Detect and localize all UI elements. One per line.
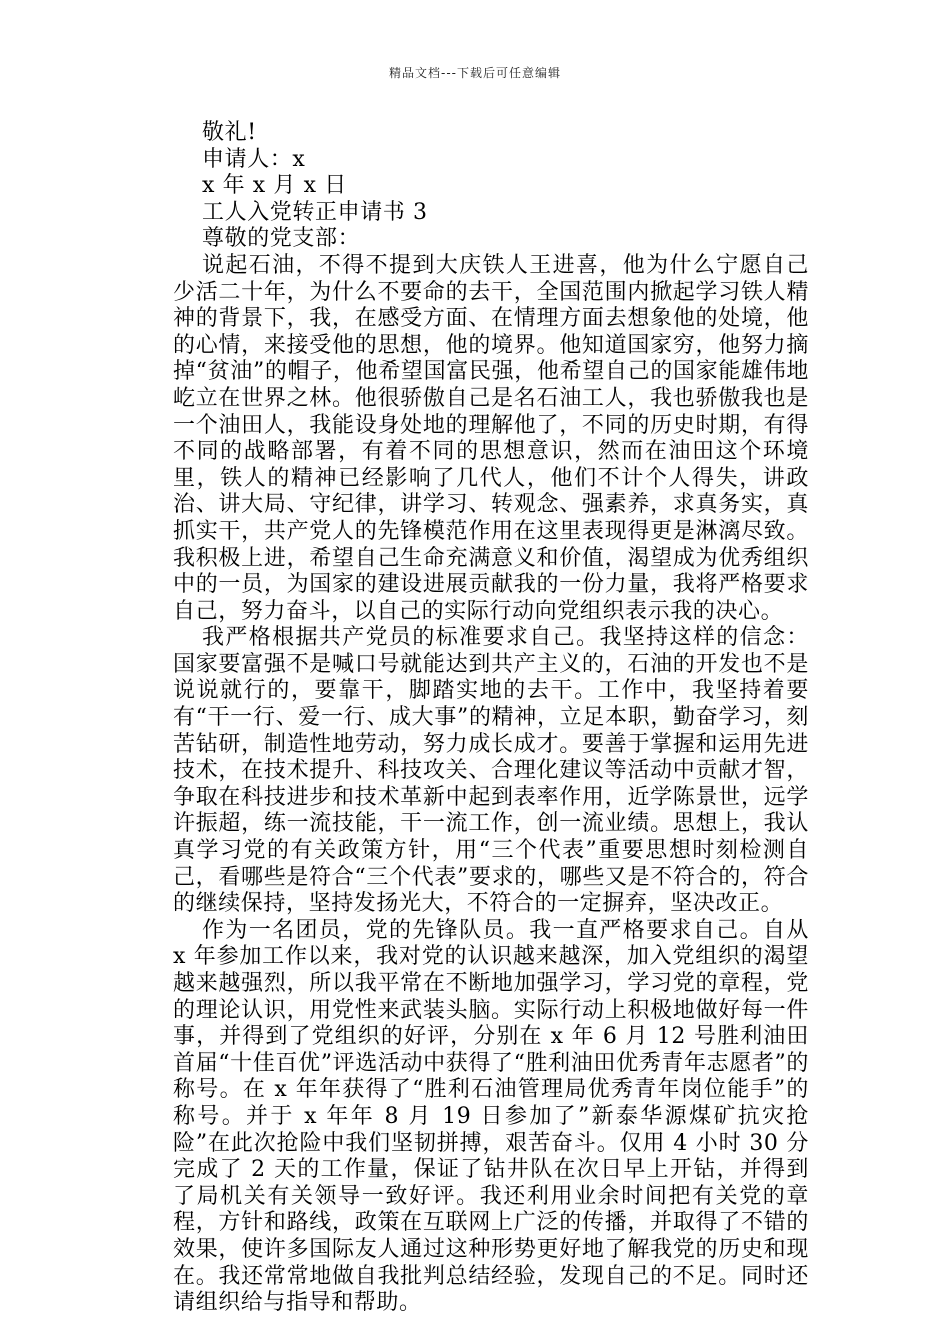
greeting-line: 尊敬的党支部： [202, 226, 361, 252]
document-title: 工人入党转正申请书 3 [202, 199, 428, 225]
body-paragraph-3: 作为一名团员，党的先锋队员。我一直严格要求自己。自从 x 年参加工作以来，我对党的认识越来越深，加入党组织的渴望越来越强烈，所以我平常在不断地加强学习，学习党的章程，党的理论认识，用党性来武装头脑。实际行动上积极地做好每一件事，并得到了党组织的好评，分别在 x 年 6 月 12 号胜利油田首届“十佳百优”评选活动中获得了“胜利油田优秀青年志愿者”的称号。在 x 年年获得了“胜利石油管理局优秀青年岗位能手”的称号。并于 x 年年 8 月 19 日参加了”新泰华源煤矿抗灾抢险”在此次抢险中我们坚韧拼搏，艰苦奋斗。仅用 4 小时 30 分完成了 2 天的工作量，保证了钻井队在次日早上开钻，并得到了局机关有关领导一致好评。我还利用业余时间把有关党的章程，方针和路线，政策在互联网上广泛的传播，并取得了不错的效果，使许多国际友人通过这种形势更好地了解我党的历史和现在。我还常常地做自我批判总结经验，发现自己的不足。同时还请组织给与指导和帮助。 [173, 917, 809, 1316]
date-line: x 年 x 月 x 日 [202, 173, 347, 199]
body-paragraph-1: 说起石油，不得不提到大庆铁人王进喜，他为什么宁愿自己少活二十年，为什么不要命的去干，全国范围内掀起学习铁人精神的背景下，我，在感受方面、在情理方面去想象他的处境，他的心情，来接受他的思想，他的境界。他知道国家穷，他努力摘掉“贫油”的帽子，他希望国富民强，他希望自己的国家能雄伟地屹立在世界之林。他很骄傲自己是名石油工人，我也骄傲我也是一个油田人，我能设身处地的理解他了，不同的历史时期，有得不同的战略部署，有着不同的思想意识，然而在油田这个环境里，铁人的精神已经影响了几代人，他们不计个人得失，讲政治、讲大局、守纪律，讲学习、转观念、强素养，求真务实，真抓实干，共产党人的先锋模范作用在这里表现得更是淋漓尽致。我积极上进，希望自己生命充满意义和价值，渴望成为优秀组织中的一员，为国家的建设进展贡献我的一份力量，我将严格要求自己，努力奋斗，以自己的实际行动向党组织表示我的决心。 [173, 252, 809, 624]
document-body [173, 120, 809, 1317]
body-paragraph-2: 我严格根据共产党员的标准要求自己。我坚持这样的信念：国家要富强不是喊口号就能达到共产主义的，石油的开发也不是说说就行的，要靠干，脚踏实地的去干。工作中，我坚持着要有“干一行、爱一行、成大事”的精神，立足本职，勤奋学习，刻苦钻研，制造性地劳动，努力成长成才。要善于掌握和运用先进技术，在技术提升、科技攻关、合理化建议等活动中贡献才智，争取在科技进步和技术革新中起到表率作用，近学陈景世，远学许振超，练一流技能，干一流工作，创一流业绩。思想上，我认真学习党的有关政策方针，用“三个代表”重要思想时刻检测自己，看哪些是符合“三个代表”要求的，哪些又是不符合的，符合的继续保持，坚持发扬光大，不符合的一定摒弃，坚决改正。 [173, 625, 809, 917]
applicant-line: 申请人：x [202, 146, 306, 172]
closing-salute: 敬礼! [202, 120, 257, 145]
page-header-note: 精品文档---下载后可任意编辑 [389, 66, 561, 80]
